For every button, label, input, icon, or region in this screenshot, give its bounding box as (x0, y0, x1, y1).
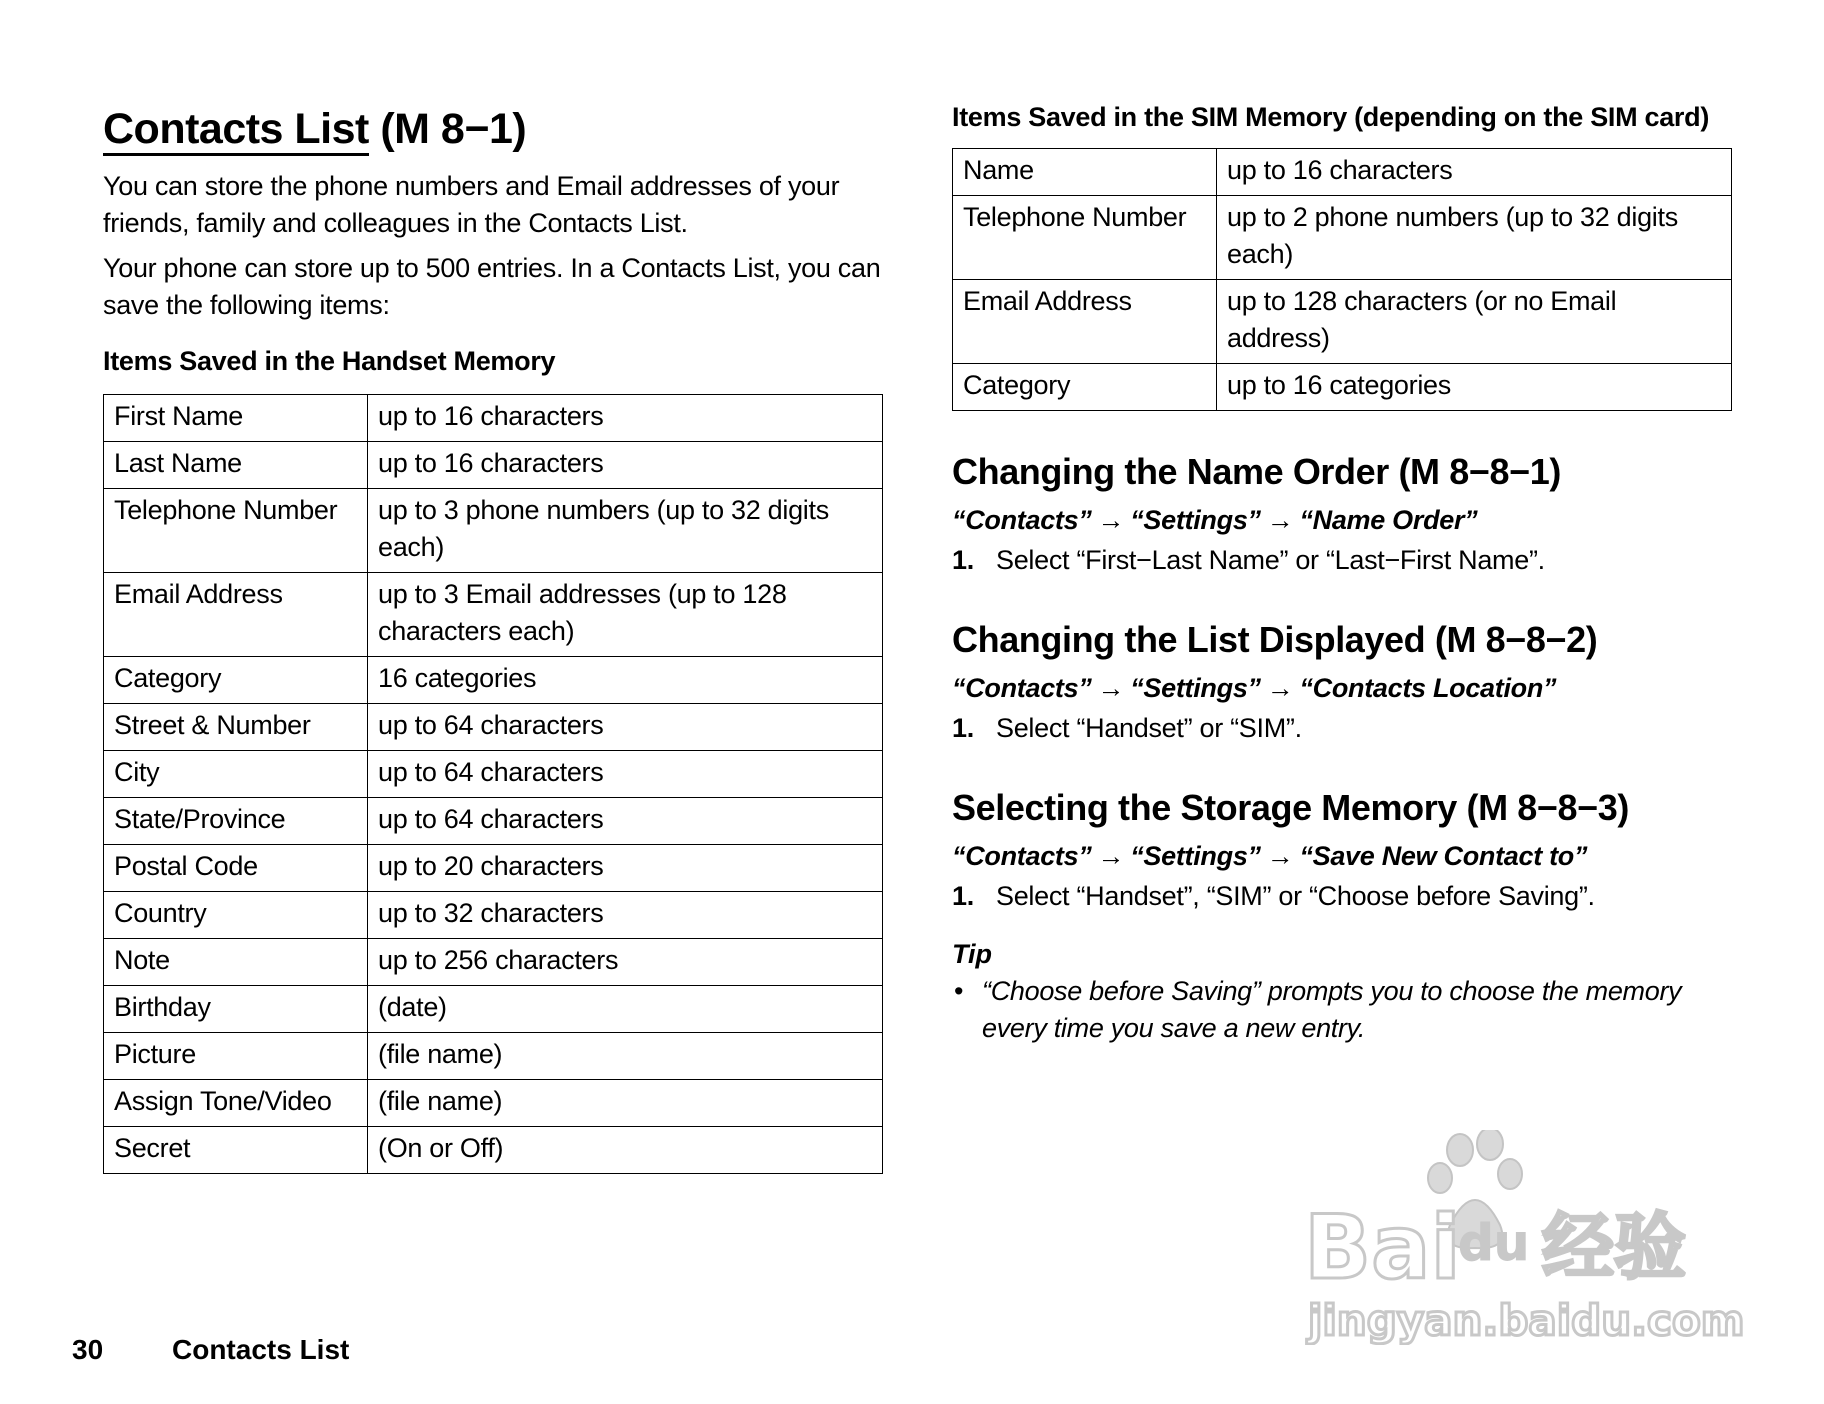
table-row (104, 1033, 883, 1080)
item-name-cell: Street & Number (104, 704, 368, 751)
table-row (104, 573, 883, 657)
item-name-cell: Country (104, 892, 368, 939)
item-limit-cell: up to 3 phone numbers (up to 32 digits each) (368, 489, 883, 573)
step-number: 1. (952, 545, 974, 575)
tip-item (952, 973, 1732, 1047)
table-row (104, 798, 883, 845)
tip-box (952, 935, 1732, 1047)
menu-path-step: “Settings” (1130, 841, 1261, 871)
sim-table-heading: Items Saved in the SIM Memory (depending on the SIM card) (952, 102, 1710, 132)
instruction-step (952, 709, 1732, 747)
table-row (104, 751, 883, 798)
instruction-step (952, 541, 1732, 579)
arrow-right-icon: → (1266, 841, 1294, 871)
arrow-right-icon: → (1097, 673, 1125, 703)
table-row (104, 704, 883, 751)
item-limit-cell: up to 16 categories (1217, 364, 1732, 411)
watermark-du-text: du (1458, 1214, 1530, 1272)
page-title (103, 98, 883, 160)
item-limit-cell: up to 20 characters (368, 845, 883, 892)
table-row (104, 1127, 883, 1174)
section-heading: Changing the Name Order (M 8−8−1) (952, 451, 1561, 492)
watermark-cn-text: 经验 (1542, 1205, 1687, 1289)
table-row (953, 280, 1732, 364)
item-limit-cell: 16 categories (368, 657, 883, 704)
table-row (953, 196, 1732, 280)
right-column (952, 98, 1732, 1047)
item-limit-cell: (file name) (368, 1080, 883, 1127)
item-limit-cell: up to 16 characters (368, 395, 883, 442)
tip-text: “Choose before Saving” prompts you to choose the memory every time you save a new entry. (982, 976, 1682, 1043)
item-name-cell: Telephone Number (953, 196, 1217, 280)
step-number: 1. (952, 881, 974, 911)
left-column (103, 98, 883, 1174)
watermark-url-text: jingyan.baidu.com (1308, 1296, 1745, 1345)
page-title-main: Contacts List (103, 105, 369, 156)
page-footer (72, 1330, 349, 1370)
step-number: 1. (952, 713, 974, 743)
item-name-cell: Email Address (953, 280, 1217, 364)
handset-table-heading: Items Saved in the Handset Memory (103, 346, 556, 376)
table-row (953, 149, 1732, 196)
item-limit-cell: up to 64 characters (368, 751, 883, 798)
table-row (104, 939, 883, 986)
item-limit-cell: (On or Off) (368, 1127, 883, 1174)
item-name-cell: Email Address (104, 573, 368, 657)
item-name-cell: Note (104, 939, 368, 986)
section-storage-memory (952, 783, 1732, 915)
handset-items-table-body (104, 395, 883, 1174)
menu-path (952, 501, 1732, 539)
watermark-brand-text: Bai (1304, 1196, 1461, 1299)
menu-path-step: “Contacts” (952, 505, 1092, 535)
item-name-cell: Picture (104, 1033, 368, 1080)
menu-path-step: “Save New Contact to” (1299, 841, 1588, 871)
intro-paragraph-1: You can store the phone numbers and Email addresses of your friends, family and colleagues in the Contacts List. (103, 171, 840, 238)
section-list-displayed (952, 615, 1732, 747)
item-name-cell: Birthday (104, 986, 368, 1033)
bullet-icon: • (954, 976, 964, 1006)
arrow-right-icon: → (1266, 673, 1294, 703)
item-name-cell: Postal Code (104, 845, 368, 892)
sim-items-table-body (953, 149, 1732, 411)
item-limit-cell: (file name) (368, 1033, 883, 1080)
item-limit-cell: up to 64 characters (368, 798, 883, 845)
menu-path-step: “Contacts Location” (1299, 673, 1557, 703)
section-heading: Changing the List Displayed (M 8−8−2) (952, 619, 1598, 660)
baidu-jingyan-watermark-logo (1300, 1130, 1750, 1345)
item-name-cell: Last Name (104, 442, 368, 489)
item-limit-cell: up to 3 Email addresses (up to 128 characters each) (368, 573, 883, 657)
menu-path-step: “Settings” (1130, 505, 1261, 535)
menu-path (952, 837, 1732, 875)
step-text: Select “First−Last Name” or “Last−First Name”. (996, 545, 1545, 575)
item-limit-cell: up to 2 phone numbers (up to 32 digits each) (1217, 196, 1732, 280)
footer-chapter-title: Contacts List (172, 1334, 350, 1365)
item-name-cell: First Name (104, 395, 368, 442)
handset-items-table (103, 394, 883, 1174)
item-limit-cell: up to 32 characters (368, 892, 883, 939)
table-row (104, 442, 883, 489)
item-name-cell: Assign Tone/Video (104, 1080, 368, 1127)
item-name-cell: Category (104, 657, 368, 704)
table-row (104, 489, 883, 573)
item-limit-cell: (date) (368, 986, 883, 1033)
item-name-cell: City (104, 751, 368, 798)
item-limit-cell: up to 16 characters (368, 442, 883, 489)
table-row (953, 364, 1732, 411)
section-name-order (952, 447, 1732, 579)
section-heading: Selecting the Storage Memory (M 8−8−3) (952, 787, 1630, 828)
table-row (104, 845, 883, 892)
menu-path-step: “Contacts” (952, 841, 1092, 871)
item-name-cell: Telephone Number (104, 489, 368, 573)
instruction-step (952, 877, 1732, 915)
page-title-menu-code: (M 8−1) (380, 105, 527, 153)
item-name-cell: State/Province (104, 798, 368, 845)
item-limit-cell: up to 256 characters (368, 939, 883, 986)
page-number: 30 (72, 1334, 104, 1365)
item-name-cell: Category (953, 364, 1217, 411)
menu-path-step: “Name Order” (1299, 505, 1478, 535)
table-row (104, 395, 883, 442)
table-row (104, 892, 883, 939)
item-limit-cell: up to 128 characters (or no Email address) (1217, 280, 1732, 364)
menu-path-step: “Contacts” (952, 673, 1092, 703)
menu-path (952, 669, 1732, 707)
step-text: Select “Handset” or “SIM”. (996, 713, 1302, 743)
item-limit-cell: up to 16 characters (1217, 149, 1732, 196)
item-name-cell: Secret (104, 1127, 368, 1174)
intro-paragraph-2: Your phone can store up to 500 entries. In a Contacts List, you can save the following items: (103, 253, 881, 320)
step-text: Select “Handset”, “SIM” or “Choose before Saving”. (996, 881, 1595, 911)
tip-title: Tip (952, 939, 992, 969)
item-limit-cell: up to 64 characters (368, 704, 883, 751)
item-name-cell: Name (953, 149, 1217, 196)
menu-path-step: “Settings” (1130, 673, 1261, 703)
table-row (104, 986, 883, 1033)
table-row (104, 657, 883, 704)
arrow-right-icon: → (1097, 505, 1125, 535)
table-row (104, 1080, 883, 1127)
sim-items-table (952, 148, 1732, 411)
arrow-right-icon: → (1266, 505, 1294, 535)
arrow-right-icon: → (1097, 841, 1125, 871)
